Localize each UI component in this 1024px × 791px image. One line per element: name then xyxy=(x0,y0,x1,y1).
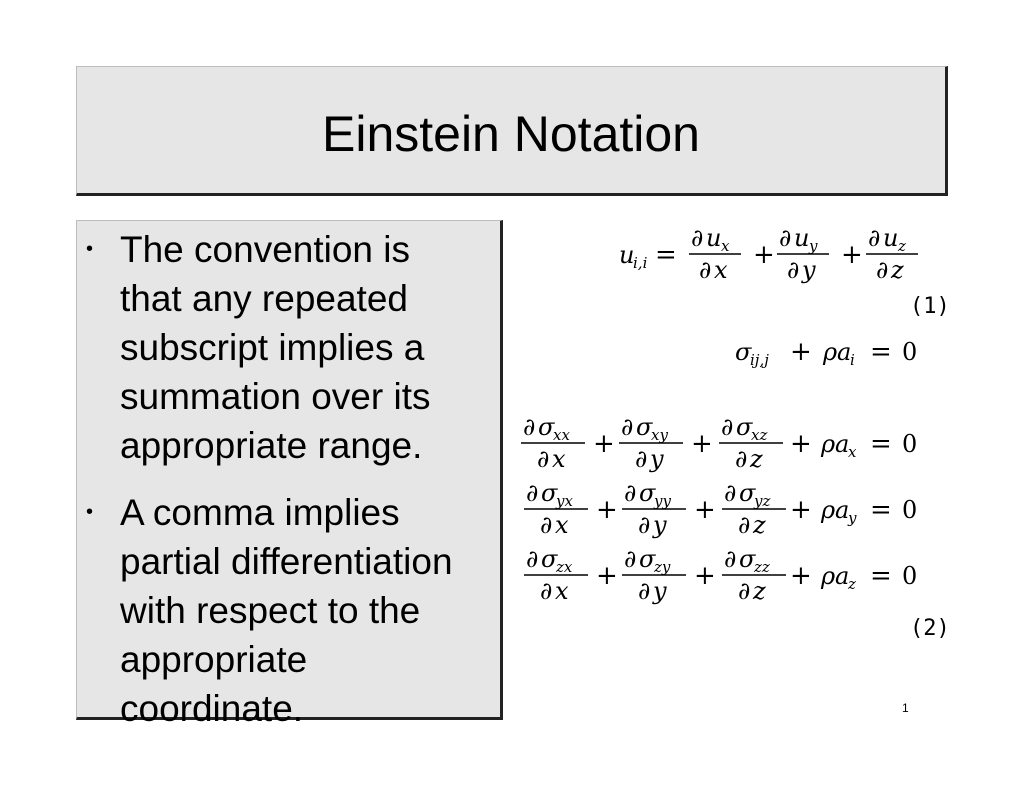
plus-sign: + xyxy=(790,561,812,591)
partial-symbol: ∂ xyxy=(523,413,536,441)
eq1-lhs-symbol: u xyxy=(619,241,635,269)
a-subscript: i xyxy=(850,351,855,369)
partial-symbol: ∂ xyxy=(537,445,550,473)
numerator-symbol: σ xyxy=(541,545,558,573)
zero: 0 xyxy=(902,338,918,366)
title-box xyxy=(76,66,948,196)
denominator-variable: z xyxy=(891,256,904,284)
numerator-symbol: σ xyxy=(736,413,753,441)
bullet-line: appropriate xyxy=(120,639,308,680)
denominator-variable: z xyxy=(750,445,763,473)
slide-title: Einstein Notation xyxy=(321,106,700,162)
bullet-line: subscript implies a xyxy=(120,327,425,368)
equation-number-1: (1) xyxy=(910,294,950,319)
partial-symbol: ∂ xyxy=(635,445,648,473)
partial-symbol: ∂ xyxy=(876,256,889,284)
equals-sign: = xyxy=(870,429,892,459)
numerator-subscript: z xyxy=(898,237,906,255)
partial-symbol: ∂ xyxy=(621,413,634,441)
numerator-symbol: σ xyxy=(538,413,555,441)
partial-symbol: ∂ xyxy=(540,577,553,605)
bullet-dot-icon: • xyxy=(86,501,94,523)
plus-sign: + xyxy=(596,495,618,525)
sigma-subscript: ij,j xyxy=(750,351,769,369)
partial-symbol: ∂ xyxy=(638,577,651,605)
rho-symbol: ρ xyxy=(821,562,836,590)
a-subscript: z xyxy=(848,575,856,593)
plus-sign: + xyxy=(694,561,716,591)
denominator-variable: x xyxy=(714,256,728,284)
partial-symbol: ∂ xyxy=(540,511,553,539)
numerator-subscript: yy xyxy=(654,492,671,510)
numerator-subscript: x xyxy=(721,237,730,255)
numerator-symbol: u xyxy=(883,224,899,252)
partial-symbol: ∂ xyxy=(699,256,712,284)
eq1-lhs-subscript: i,i xyxy=(633,254,648,272)
plus-sign: + xyxy=(790,495,812,525)
plus-sign: + xyxy=(790,337,812,367)
a-symbol: a xyxy=(837,338,852,366)
partial-symbol: ∂ xyxy=(868,224,881,252)
a-symbol: a xyxy=(835,562,850,590)
numerator-symbol: σ xyxy=(636,413,653,441)
a-subscript: x xyxy=(848,443,857,461)
partial-symbol: ∂ xyxy=(526,545,539,573)
plus-sign: + xyxy=(841,240,863,270)
rho-symbol: ρ xyxy=(823,338,838,366)
denominator-variable: y xyxy=(802,256,816,284)
bullet-list xyxy=(77,225,507,751)
partial-symbol: ∂ xyxy=(787,256,800,284)
partial-symbol: ∂ xyxy=(624,479,637,507)
partial-symbol: ∂ xyxy=(691,224,704,252)
plus-sign: + xyxy=(753,240,775,270)
rho-symbol: ρ xyxy=(821,430,836,458)
numerator-symbol: σ xyxy=(739,479,756,507)
equals-sign: = xyxy=(870,561,892,591)
numerator-subscript: xz xyxy=(751,426,768,444)
plus-sign: + xyxy=(694,495,716,525)
numerator-subscript: xx xyxy=(553,426,570,444)
numerator-symbol: σ xyxy=(739,545,756,573)
denominator-variable: x xyxy=(552,445,566,473)
numerator-subscript: zx xyxy=(556,558,573,576)
bullet-line: partial differentiation xyxy=(120,541,453,582)
partial-symbol: ∂ xyxy=(638,511,651,539)
denominator-variable: y xyxy=(650,445,664,473)
partial-symbol: ∂ xyxy=(738,511,751,539)
zero: 0 xyxy=(902,430,918,458)
bullet-line: summation over its xyxy=(120,376,431,417)
a-symbol: a xyxy=(835,496,850,524)
partial-symbol: ∂ xyxy=(721,413,734,441)
equation-number-2: (2) xyxy=(910,616,950,641)
denominator-variable: x xyxy=(555,511,569,539)
partial-symbol: ∂ xyxy=(624,545,637,573)
numerator-subscript: y xyxy=(809,237,818,255)
numerator-subscript: yx xyxy=(556,492,573,510)
numerator-symbol: u xyxy=(706,224,722,252)
denominator-variable: z xyxy=(753,511,766,539)
bullet-line: appropriate range. xyxy=(120,425,423,466)
denominator-variable: y xyxy=(653,577,667,605)
numerator-symbol: σ xyxy=(541,479,558,507)
numerator-subscript: zz xyxy=(754,558,770,576)
numerator-symbol: σ xyxy=(639,479,656,507)
partial-symbol: ∂ xyxy=(526,479,539,507)
denominator-variable: z xyxy=(753,577,766,605)
bullet-item-comma xyxy=(77,488,507,733)
page-number: 1 xyxy=(902,701,909,715)
numerator-subscript: yz xyxy=(754,492,771,510)
partial-symbol: ∂ xyxy=(779,224,792,252)
plus-sign: + xyxy=(593,429,615,459)
bullet-box xyxy=(76,220,503,729)
sigma-symbol: σ xyxy=(735,338,752,366)
equals-sign: = xyxy=(870,495,892,525)
partial-symbol: ∂ xyxy=(724,545,737,573)
bullet-line: that any repeated xyxy=(120,278,408,319)
numerator-subscript: xy xyxy=(651,426,668,444)
a-subscript: y xyxy=(848,509,857,527)
zero: 0 xyxy=(902,562,918,590)
partial-symbol: ∂ xyxy=(735,445,748,473)
equation-area xyxy=(505,215,1024,775)
denominator-variable: y xyxy=(653,511,667,539)
bullet-line: coordinate. xyxy=(120,688,304,729)
rho-symbol: ρ xyxy=(821,496,836,524)
bullet-dot-icon: • xyxy=(86,238,94,260)
denominator-variable: x xyxy=(555,577,569,605)
bullet-line: The convention is xyxy=(120,229,411,270)
numerator-subscript: zy xyxy=(654,558,671,576)
bullet-line: A comma implies xyxy=(120,492,400,533)
numerator-symbol: σ xyxy=(639,545,656,573)
equals-sign: = xyxy=(655,240,677,270)
bullet-item-convention xyxy=(77,225,507,470)
plus-sign: + xyxy=(691,429,713,459)
bullet-line: with respect to the xyxy=(120,590,421,631)
a-symbol: a xyxy=(835,430,850,458)
zero: 0 xyxy=(902,496,918,524)
numerator-symbol: u xyxy=(794,224,810,252)
partial-symbol: ∂ xyxy=(724,479,737,507)
equals-sign: = xyxy=(870,337,892,367)
plus-sign: + xyxy=(596,561,618,591)
plus-sign: + xyxy=(790,429,812,459)
partial-symbol: ∂ xyxy=(738,577,751,605)
